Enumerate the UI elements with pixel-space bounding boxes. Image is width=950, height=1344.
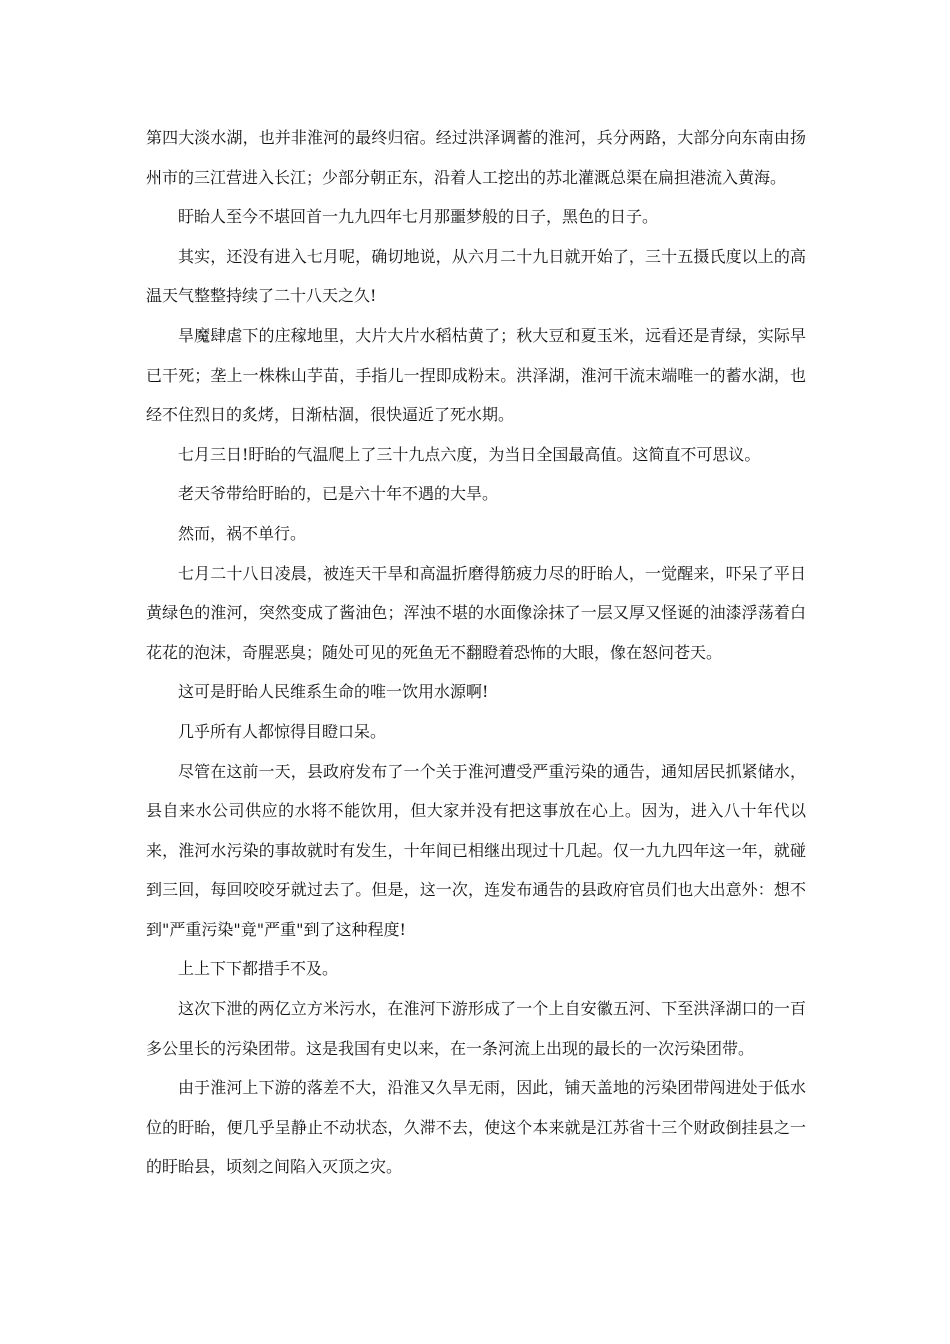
paragraph: 其实，还没有进入七月呢，确切地说，从六月二十九日就开始了，三十五摄氏度以上的高温天气整整持续了二十八天之久!	[146, 246, 806, 306]
paragraph: 旱魔肆虐下的庄稼地里，大片大片水稻枯黄了；秋大豆和夏玉米，远看还是青绿，实际早已干死；垄上一株株山芋苗，手指儿一捏即成粉末。洪泽湖，淮河干流末端唯一的蓄水湖，也经不住烈日的炙烤，日渐枯涸，很快逼近了死水期。	[146, 325, 806, 425]
paragraph: 七月二十八日凌晨，被连天干旱和高温折磨得筋疲力尽的盱眙人，一觉醒来，吓呆了平日黄绿色的淮河，突然变成了酱油色；浑浊不堪的水面像涂抹了一层又厚又怪诞的油漆浮荡着白花花的泡沫，奇腥恶臭；随处可见的死鱼无不翻瞪着恐怖的大眼，像在怒问苍天。	[146, 563, 806, 662]
paragraph: 上上下下都措手不及。	[178, 959, 339, 979]
paragraph: 盱眙人至今不堪回首一九九四年七月那噩梦般的日子，黑色的日子。	[178, 207, 659, 227]
paragraph: 由于淮河上下游的落差不大，沿淮又久旱无雨，因此，铺天盖地的污染团带闯进处于低水位的盱眙，便几乎呈静止不动状态，久滞不去，使这个本来就是江苏省十三个财政倒挂县之一的盱眙县，顷刻之间陷入灭顶之灾。	[146, 1078, 806, 1177]
paragraph: 尽管在这前一天，县政府发布了一个关于淮河遭受严重污染的通告，通知居民抓紧储水，县自来水公司供应的水将不能饮用，但大家并没有把这事放在心上。因为，进入八十年代以来，淮河水污染的事故就时有发生，十年间已相继出现过十几起。仅一九九四年这一年，就碰到三回，每回咬咬牙就过去了。但是，这一次，连发布通告的县政府官员们也大出意外：想不到"严重污染"竟"严重"到了这种程度!	[146, 761, 806, 939]
paragraph: 七月三日!盱眙的气温爬上了三十九点六度，为当日全国最高值。这简直不可思议。	[178, 444, 761, 464]
paragraph-continuation: 第四大淡水湖，也并非淮河的最终归宿。经过洪泽调蓄的淮河，兵分两路，大部分向东南由扬州市的三江营进入长江；少部分朝正东，沿着人工挖出的苏北灌溉总渠在扁担港流入黄海。	[146, 128, 806, 187]
paragraph: 老天爷带给盱眙的，已是六十年不遇的大旱。	[178, 484, 499, 504]
body-text	[146, 118, 806, 1187]
paragraph: 然而，祸不单行。	[178, 523, 307, 543]
paragraph: 这次下泄的两亿立方米污水，在淮河下游形成了一个上自安徽五河、下至洪泽湖口的一百多公里长的污染团带。这是我国有史以来，在一条河流上出现的最长的一次污染团带。	[146, 999, 806, 1058]
paragraph: 几乎所有人都惊得目瞪口呆。	[178, 721, 387, 741]
paragraph: 这可是盱眙人民维系生命的唯一饮用水源啊!	[178, 682, 489, 702]
